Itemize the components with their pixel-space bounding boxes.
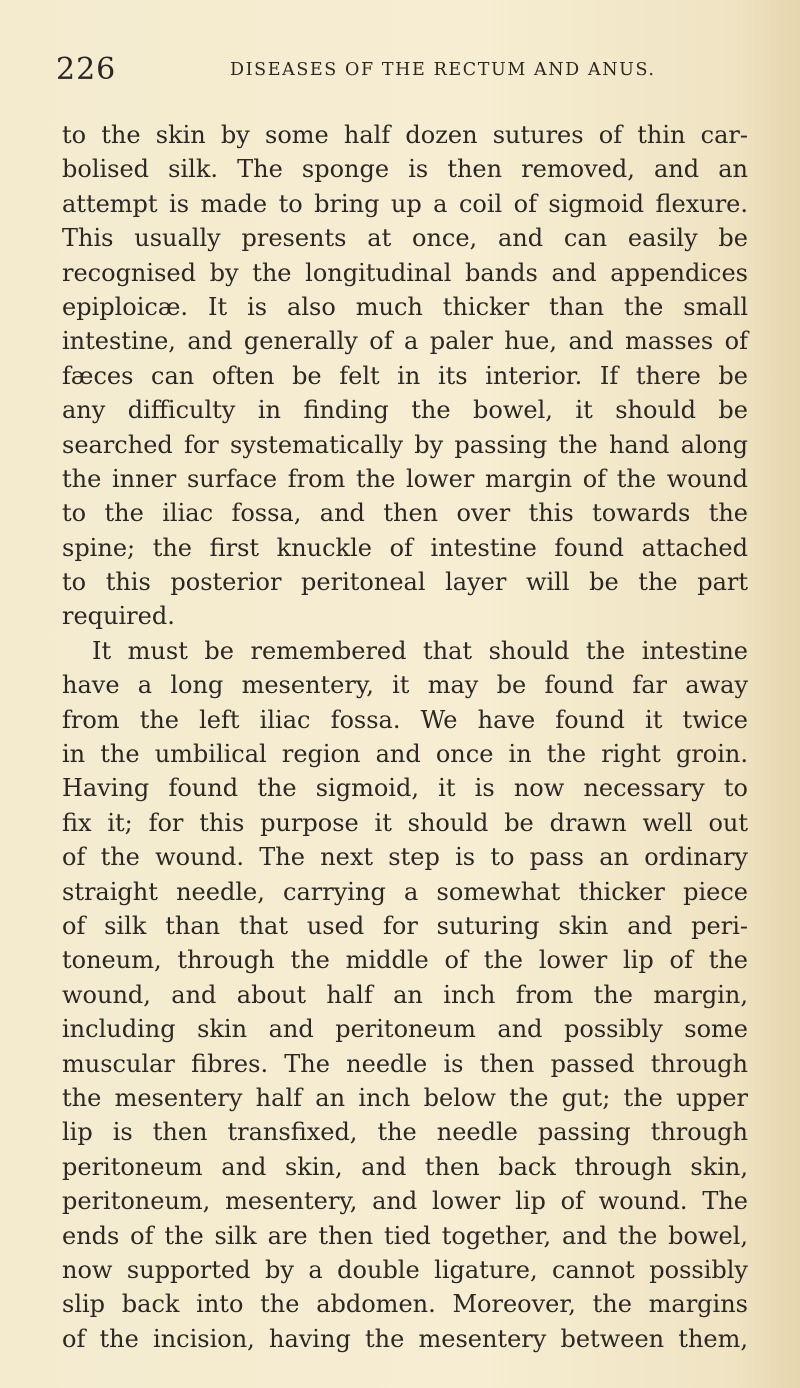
text-line: peritoneum and skin, and then back through skin, — [62, 1152, 748, 1181]
text-line: from the left iliac fossa. We have found it twice — [62, 705, 748, 734]
text-line: wound, and about half an inch from the margin, — [62, 980, 748, 1009]
running-head — [56, 52, 756, 92]
text-line: It must be remembered that should the intestine — [92, 636, 748, 665]
text-line: to the iliac fossa, and then over this towards the — [62, 499, 748, 528]
text-line: slip back into the abdomen. Moreover, the margins — [62, 1290, 748, 1319]
text-line: to the skin by some half dozen sutures of thin car- — [62, 121, 748, 149]
text-line: now supported by a double ligature, cannot possibly — [62, 1255, 748, 1284]
text-line: spine; the first knuckle of intestine found attached — [62, 533, 748, 562]
text-line: epiploicæ. It is also much thicker than the small — [62, 292, 748, 321]
text-line: the inner surface from the lower margin of the wound — [62, 464, 748, 493]
text-line: searched for systematically by passing the hand along — [62, 430, 748, 459]
text-line: This usually presents at once, and can easily be — [62, 224, 748, 253]
page-number: 226 — [56, 52, 117, 87]
text-line: recognised by the longitudinal bands and appendices — [62, 258, 748, 287]
text-line: ends of the silk are then tied together, and the bowel, — [62, 1221, 748, 1250]
text-line: including skin and peritoneum and possibly some — [62, 1015, 748, 1044]
text-line: lip is then transfixed, the needle passing through — [62, 1118, 748, 1147]
text-line: in the umbilical region and once in the right groin. — [62, 740, 748, 769]
text-line: intestine, and generally of a paler hue, and masses of — [62, 327, 748, 356]
running-head-title: DISEASES OF THE RECTUM AND ANUS. — [230, 60, 656, 80]
text-line: of the incision, having the mesentery between them, — [62, 1324, 748, 1353]
text-line: the mesentery half an inch below the gut; the upper — [62, 1083, 748, 1112]
body-text — [62, 118, 748, 1356]
text-line: of the wound. The next step is to pass an ordinary — [62, 843, 748, 872]
text-line: required. — [62, 602, 175, 631]
text-line: any difficulty in finding the bowel, it should be — [62, 396, 748, 425]
text-line: to this posterior peritoneal layer will be the part — [62, 568, 748, 597]
text-line: attempt is made to bring up a coil of sigmoid flexure. — [62, 189, 748, 218]
text-line: muscular fibres. The needle is then passed through — [62, 1049, 748, 1078]
text-line: of silk than that used for suturing skin and peri- — [62, 911, 748, 940]
text-line: have a long mesentery, it may be found far away — [62, 671, 748, 700]
text-line: straight needle, carrying a somewhat thicker piece — [62, 877, 748, 906]
text-line: Having found the sigmoid, it is now necessary to — [62, 774, 748, 803]
text-line: fix it; for this purpose it should be drawn well out — [62, 808, 748, 837]
text-line: toneum, through the middle of the lower lip of the — [62, 946, 748, 975]
text-line: fæces can often be felt in its interior. If there be — [62, 361, 748, 390]
text-line: bolised silk. The sponge is then removed, and an — [62, 155, 748, 184]
text-line: peritoneum, mesentery, and lower lip of wound. The — [62, 1187, 748, 1216]
